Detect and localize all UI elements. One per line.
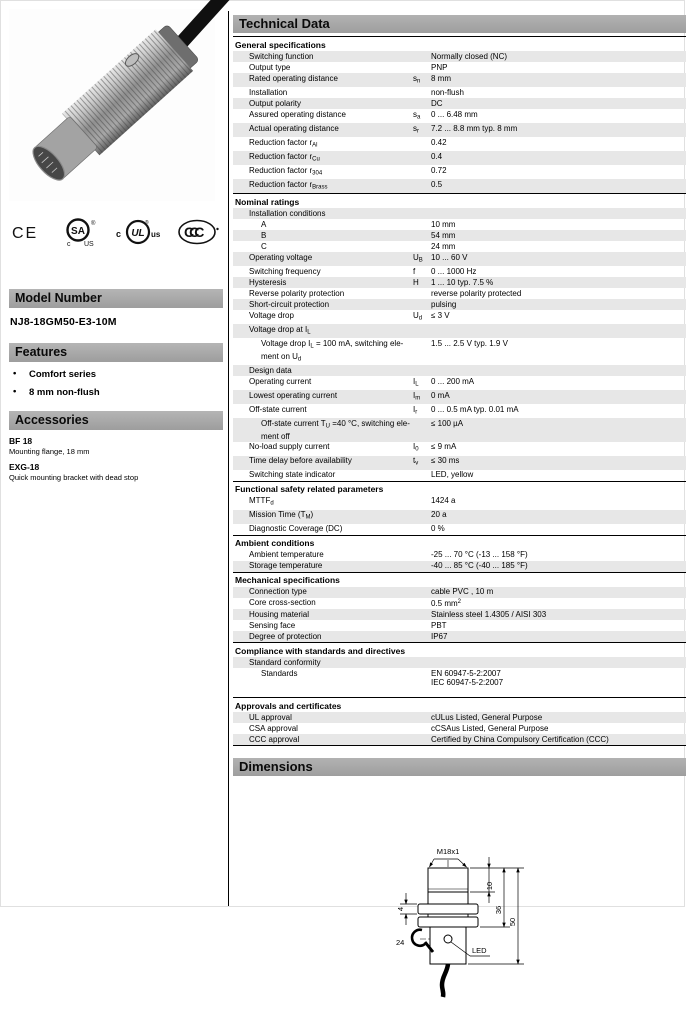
spec-row (233, 123, 686, 137)
spec-symbol: $I_L$ (413, 376, 419, 387)
spec-label: Operating voltage (249, 252, 313, 262)
spec-value: ≤ 9 mA (431, 442, 457, 451)
spec-row (233, 252, 686, 266)
certification-marks (9, 217, 223, 247)
spec-label: Storage temperature (249, 561, 323, 570)
accessories-list (9, 436, 223, 482)
spec-value: reverse polarity protected (431, 288, 522, 298)
spec-row (233, 299, 686, 310)
spec-row (233, 151, 686, 165)
feature-item: • Comfort series (9, 369, 223, 380)
spec-label: Reduction factor $r_{304}$ (249, 165, 323, 176)
svg-text:CE: CE (12, 225, 39, 242)
spec-value: EN 60947-5-2:2007 IEC 60947-5-2:2007 (431, 668, 504, 687)
svg-text:®: ® (145, 220, 149, 226)
accessory-description: Mounting flange, 18 mm (9, 447, 90, 456)
spec-value: 0.72 (431, 165, 447, 175)
spec-row (233, 62, 686, 73)
spec-label: Degree of protection (249, 631, 322, 641)
main-content (233, 15, 686, 1033)
spec-label: Voltage drop $I_L = 100$ mA, switching ele- ment on $U_d$ (261, 338, 404, 362)
spec-value: 7.2 ... 8.8 mm typ. 8 mm (431, 123, 518, 133)
spec-row (233, 609, 686, 620)
feature-item: • 8 mm non-flush (9, 387, 223, 398)
spec-label: Installation (249, 87, 288, 97)
svg-text:®: ® (90, 221, 96, 227)
spec-symbol: H (413, 277, 419, 287)
spec-label: Lowest operating current (249, 390, 338, 400)
spec-row (233, 496, 686, 510)
spec-row (233, 734, 686, 745)
spec-row (233, 657, 686, 668)
ul-mark (114, 218, 162, 246)
spec-value: Normally closed (NC) (431, 51, 508, 61)
spec-label: B (261, 230, 267, 240)
spec-row (233, 587, 686, 598)
led-label: LED (471, 946, 487, 955)
spec-row (233, 376, 686, 390)
spec-value: 0.4 (431, 151, 443, 161)
spec-symbol: $s_a$ (413, 109, 421, 120)
spec-label: Installation conditions (249, 208, 326, 218)
spec-value: 0 ... 1000 Hz (431, 266, 477, 276)
spec-section (233, 193, 686, 481)
accessory-name: BF 18 (9, 436, 33, 446)
spec-section (233, 697, 686, 745)
spec-value: DC (431, 98, 443, 108)
spec-label: Hysteresis (249, 277, 287, 287)
spec-row (233, 668, 686, 688)
spec-symbol: $I_m$ (413, 390, 421, 401)
spec-value: 10 ... 60 V (431, 252, 468, 262)
spec-label: Reduction factor $r_{Brass}$ (249, 179, 328, 190)
spec-value: 54 mm (431, 230, 456, 240)
section-heading: Ambient conditions (233, 535, 686, 550)
spec-value: 20 a (431, 510, 447, 519)
spec-value: -25 ... 70 °C (-13 ... 158 °F) (431, 550, 528, 559)
spec-value: 0 % (431, 524, 445, 533)
spec-row (233, 230, 686, 241)
spec-section (233, 36, 686, 193)
flange-ring-1 (418, 904, 478, 914)
spec-value: 0 mA (431, 390, 450, 400)
model-number-header: Model Number (9, 289, 223, 308)
thread-label: M18x1 (436, 847, 459, 856)
spec-value: 0.42 (431, 137, 447, 147)
spec-label: Switching state indicator (249, 470, 336, 479)
svg-text:us: us (151, 230, 161, 239)
svg-text:c: c (66, 241, 71, 248)
spec-section (233, 572, 686, 643)
accessory-name: EXG-18 (9, 462, 40, 472)
dim-10-label: 10 (484, 881, 494, 891)
flange-ring-2 (418, 917, 478, 927)
spec-label: Connection type (249, 587, 307, 596)
dimensions-header: Dimensions (233, 758, 686, 776)
spec-label: Off-state current (249, 404, 307, 414)
spec-row (233, 241, 686, 252)
spec-row (233, 165, 686, 179)
spec-label: Standard conformity (249, 657, 321, 667)
model-number: NJ8-18GM50-E3-10M (10, 316, 117, 328)
svg-text:CCC: CCC (183, 224, 200, 240)
spec-row (233, 598, 686, 610)
spec-value: ≤ 30 ms (431, 456, 460, 465)
svg-text:UL: UL (131, 228, 145, 239)
spec-row (233, 179, 686, 193)
spec-value: pulsing (431, 299, 457, 309)
spec-label: Core cross-section (249, 598, 316, 607)
spec-row (233, 404, 686, 418)
section-heading: General specifications (233, 36, 686, 51)
spec-value: 24 mm (431, 241, 456, 251)
spec-label: Ambient temperature (249, 550, 324, 559)
accessory-description: Quick mounting bracket with dead stop (9, 473, 139, 482)
wrench-size-label: 24 (395, 938, 404, 947)
spec-label: UL approval (249, 712, 292, 722)
spec-label: Design data (249, 365, 292, 375)
svg-text:US: US (83, 241, 94, 248)
spec-value: 0.5 $mm^2$ (431, 599, 462, 608)
spec-value: Stainless steel 1.4305 / AISI 303 (431, 609, 547, 619)
spec-symbol: $I_0$ (413, 442, 419, 453)
spec-value: 1.5 ... 2.5 V typ. 1.9 V (431, 338, 508, 348)
spec-row (233, 73, 686, 87)
spec-label: Switching frequency (249, 266, 321, 276)
spec-value: 0 ... 200 mA (431, 376, 475, 386)
spec-symbol: $s_r$ (413, 123, 419, 134)
spec-row (233, 456, 686, 470)
accessory-item (9, 462, 223, 482)
spec-row (233, 266, 686, 277)
dim-36-label: 36 (493, 905, 503, 915)
spec-row (233, 510, 686, 524)
spec-row (233, 109, 686, 123)
spec-label: Reduction factor $r_{Cu}$ (249, 151, 320, 162)
spec-value: ≤ 3 V (431, 310, 450, 320)
spec-value: ≤ 100 µA (431, 418, 464, 428)
spec-label: Operating current (249, 376, 312, 386)
spec-value: 0 ... 6.48 mm (431, 109, 478, 119)
spec-row (233, 310, 686, 324)
spec-value: 1 ... 10 typ. 7.5 % (431, 277, 494, 287)
ccc-mark (177, 218, 221, 246)
spec-symbol: $t_v$ (413, 456, 419, 467)
dim-50-label: 50 (507, 917, 517, 927)
spec-row (233, 365, 686, 376)
spec-value: cable PVC , 10 m (431, 587, 494, 596)
spec-row (233, 631, 686, 642)
dimension-drawing (384, 842, 536, 1033)
spec-label: Off-state current $T_U =40$ °C, switching ele- ment off (261, 418, 410, 441)
spec-value: 10 mm (431, 219, 456, 229)
spec-value: -40 ... 85 °C (-40 ... 185 °F) (431, 561, 528, 570)
technical-table (233, 36, 686, 746)
section-heading: Approvals and certificates (233, 697, 686, 712)
spec-row (233, 277, 686, 288)
spec-value: PBT (431, 620, 447, 630)
section-heading: Mechanical specifications (233, 572, 686, 587)
spec-value: 1424 a (431, 496, 456, 505)
spec-symbol: $s_n$ (413, 73, 421, 84)
spec-value: IP67 (431, 631, 448, 641)
svg-text:SA: SA (70, 226, 85, 237)
sidebar (9, 9, 223, 482)
spec-row (233, 550, 686, 561)
svg-text:c: c (116, 229, 122, 239)
spec-label: Assured operating distance (249, 109, 346, 119)
spec-value: non-flush (431, 87, 464, 97)
spec-row (233, 324, 686, 338)
spec-row (233, 338, 686, 365)
spec-label: Short-circuit protection (249, 299, 330, 309)
spec-label: CSA approval (249, 723, 298, 733)
spec-label: C (261, 241, 267, 251)
spec-label: Sensing face (249, 620, 296, 630)
spec-value: 8 mm (431, 73, 451, 83)
spec-value: cULus Listed, General Purpose (431, 712, 543, 722)
cable (442, 964, 448, 997)
spec-row (233, 524, 686, 535)
spec-section (233, 535, 686, 572)
spec-label: No-load supply current (249, 442, 330, 451)
spec-label: Housing material (249, 609, 310, 619)
technical-data-header: Technical Data (233, 15, 686, 33)
spec-section (233, 481, 686, 535)
spec-row (233, 87, 686, 98)
spec-value: LED, yellow (431, 470, 474, 479)
spec-row (233, 712, 686, 723)
spec-row (233, 288, 686, 299)
features-header: Features (9, 343, 223, 362)
spec-row (233, 442, 686, 456)
section-heading: Nominal ratings (233, 193, 686, 208)
spec-label: Standards (261, 668, 298, 678)
column-divider (228, 11, 229, 906)
spec-label: Actual operating distance (249, 123, 339, 133)
spec-label: CCC approval (249, 734, 300, 744)
spec-row (233, 723, 686, 734)
ce-mark (11, 221, 45, 243)
led-indicator (444, 935, 452, 943)
dim-4-label: 4 (395, 906, 405, 912)
spec-row (233, 561, 686, 572)
spec-label: Switching function (249, 51, 314, 61)
spec-label: Output type (249, 62, 291, 72)
spec-symbol: f (413, 266, 416, 276)
spec-value: 0 ... 0.5 mA typ. 0.01 mA (431, 404, 519, 414)
sensor-outline (418, 860, 478, 997)
spec-symbol: $U_d$ (413, 310, 423, 321)
spec-label: $MTTF_d$ (249, 496, 274, 507)
spec-label: Voltage drop (249, 310, 294, 320)
spec-row (233, 137, 686, 151)
accessory-item (9, 436, 223, 456)
spec-value: PNP (431, 62, 448, 72)
spec-symbol: $I_r$ (413, 404, 418, 415)
features-list (9, 369, 223, 398)
spec-row (233, 390, 686, 404)
spec-row (233, 51, 686, 62)
product-photo (9, 9, 215, 201)
spec-row (233, 470, 686, 481)
spec-label: Diagnostic Coverage (DC) (249, 524, 343, 533)
spec-label: Mission Time $(T_M)$ (249, 510, 314, 521)
spec-label: Output polarity (249, 98, 302, 108)
spec-value: 0.5 (431, 179, 443, 189)
spec-value: Certified by China Compulsory Certification (CCC) (431, 734, 609, 744)
spec-label: Time delay before availability (249, 456, 352, 465)
spec-label: Voltage drop at $I_L$ (249, 324, 311, 335)
spec-row (233, 620, 686, 631)
spec-label: Reverse polarity protection (249, 288, 345, 298)
spec-label: Rated operating distance (249, 73, 338, 83)
spec-row (233, 418, 686, 442)
csa-mark (60, 217, 100, 247)
section-heading: Compliance with standards and directives (233, 642, 686, 657)
spec-row (233, 219, 686, 230)
spec-row (233, 208, 686, 219)
spec-label: Reduction factor $r_{Al}$ (249, 137, 318, 148)
accessories-header: Accessories (9, 411, 223, 430)
spec-label: A (261, 219, 267, 229)
section-heading: Functional safety related parameters (233, 481, 686, 496)
spec-value: cCSAus Listed, General Purpose (431, 723, 549, 733)
spec-symbol: $U_B$ (413, 252, 423, 263)
spec-row (233, 98, 686, 109)
spec-section (233, 642, 686, 688)
